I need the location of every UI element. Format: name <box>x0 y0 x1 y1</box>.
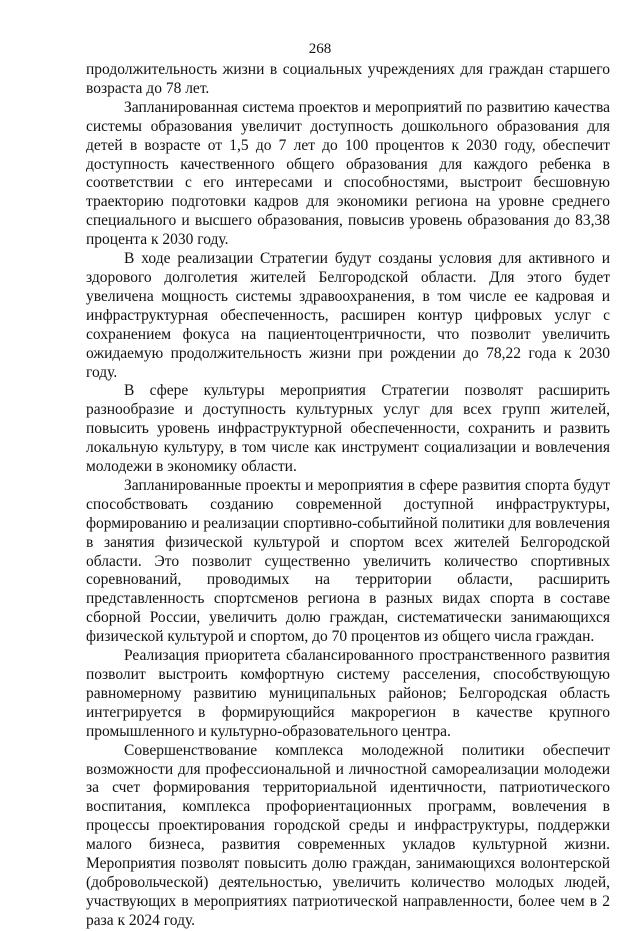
paragraph-education: Запланированная система проектов и мероприятий по развитию качества системы образования увеличит доступность дошкольного образования для детей в возрасте от 1,5 до 7 лет до 100 процентов к 2030 году, обеспечит доступность качественного общего образования для каждого ребенка в соответствии с его интересами и способностями, выстроит бесшовную траекторию подготовки кадров для экономики региона на уровне среднего специального и высшего образования, повысив уровень образования до 83,38 процента к 2030 году. <box>86 98 610 249</box>
document-body <box>86 61 610 931</box>
paragraph-sport: Запланированные проекты и мероприятия в сфере развития спорта будут способствовать созданию современной доступной инфраструктуры, формированию и реализации спортивно-событийной политики для вовлечения в занятия физической культурой и спортом всех жителей Белгородской области. Это позволит существенно увеличить количество спортивных соревнований, проводимых на территории области, расширить представленность спортсменов региона в разных видах спорта в составе сборной России, увеличить долю граждан, систематически занимающихся физической культурой и спортом, до 70 процентов из общего числа граждан. <box>86 476 610 646</box>
paragraph-youth-policy: Совершенствование комплекса молодежной политики обеспечит возможности для профессиональной и личностной самореализации молодежи за счет формирования территориальной идентичности, патриотического воспитания, комплекса профориентационных программ, вовлечения в процессы проектирования городской среды и инфраструктуры, поддержки малого бизнеса, развития современных укладов культурной жизни. Мероприятия позволят повысить долю граждан, занимающихся волонтерской (добровольческой) деятельностью, увеличить количество молодых людей, участвующих в мероприятиях патриотической направленности, более чем в 2 раза к 2024 году. <box>86 741 610 929</box>
page-number: 268 <box>308 41 332 57</box>
paragraph-spatial-development: Реализация приоритета сбалансированного пространственного развития позволит выстроить комфортную систему расселения, способствующую равномерному развитию муниципальных районов; Белгородская область интегрируется в формирующийся макрорегион в качестве крупного промышленного и культурно-образовательного центра. <box>86 647 610 740</box>
paragraph-continuation: продолжительность жизни в социальных учреждениях для граждан старшего возраста до 78 лет. <box>86 61 610 97</box>
paragraph-culture: В сфере культуры мероприятия Стратегии позволят расширить разнообразие и доступность культурных услуг для всех групп жителей, повысить уровень инфраструктурной обеспеченности, сохранить и развить локальную культуру, в том числе как инструмент социализации и вовлечения молодежи в экономику области. <box>86 382 610 476</box>
paragraph-healthcare: В ходе реализации Стратегии будут созданы условия для активного и здорового долголетия жителей Белгородской области. Для этого будет увеличена мощность системы здравоохранения, в том числе ее кадровая и инфраструктурная обеспеченность, расширен контур цифровых услуг с сохранением фокуса на пациентоцентричности, что позволит увеличить ожидаемую продолжительность жизни при рождении до 78,22 года к 2030 году. <box>86 250 610 381</box>
